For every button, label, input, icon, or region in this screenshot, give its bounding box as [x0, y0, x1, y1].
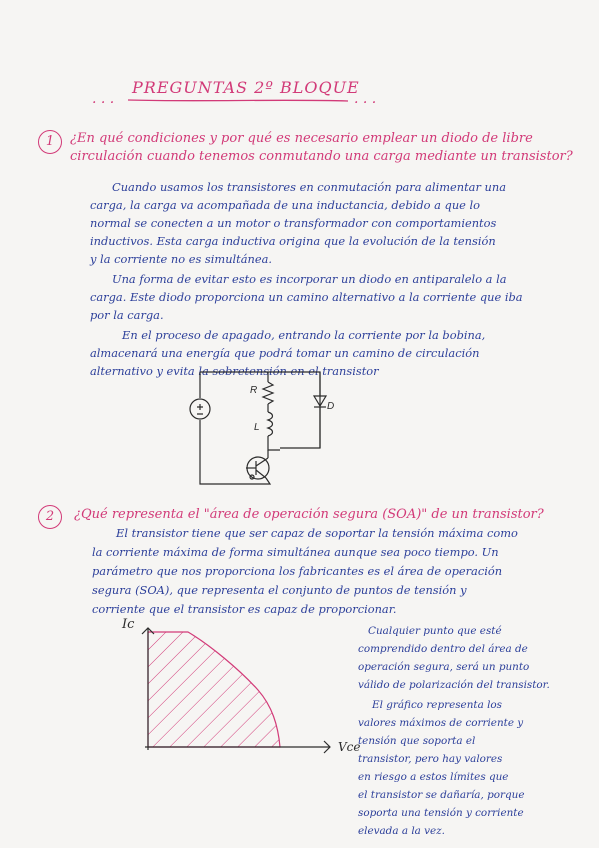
q2-question-line: ¿Qué representa el "área de operación segura (SOA)" de un transistor? [74, 507, 544, 522]
q2-side-line: en riesgo a estos límites que [358, 771, 509, 783]
q2-answer-line: segura (SOA), que representa el conjunto de puntos de tensión y [92, 583, 467, 597]
circuit-label-d: D [327, 401, 335, 412]
q2-side-line: Cualquier punto que esté [368, 625, 502, 637]
question-1-number: 1 [38, 130, 62, 154]
q2-side-line: comprendido dentro del área de [358, 643, 528, 655]
q2-side-line: valores máximos de corriente y [358, 717, 524, 729]
q2-side-line: tensión que soporta el [358, 735, 476, 747]
q2-answer-line: corriente que el transistor es capaz de proporcionar. [92, 602, 397, 616]
q2-side-line: válido de polarización del transistor. [358, 679, 550, 691]
q1-answer-line: carga. Este diodo proporciona un camino alternativo a la corriente que iba [90, 290, 523, 304]
q1-answer-line: almacenará una energía que podrá tomar un camino de circulación [90, 346, 480, 360]
q1-answer-line: carga, la carga va acompañada de una inductancia, debido a que lo [90, 198, 481, 212]
q2-answer-line: parámetro que nos proporciona los fabricantes es el área de operación [92, 564, 503, 578]
q1-answer-line: inductivos. Esta carga inductiva origina que la evolución de la tensión [90, 234, 496, 248]
q2-side-line: operación segura, será un punto [358, 661, 530, 673]
soa-region [148, 632, 280, 747]
q2-side-line: El gráfico representa los [372, 699, 502, 711]
title-dots-right: . . . [354, 91, 377, 107]
q1-answer-line: por la carga. [90, 308, 164, 322]
soa-x-label: Vce [338, 740, 361, 754]
q1-answer-line: Cuando usamos los transistores en conmutación para alimentar una [112, 180, 506, 194]
q1-question-line: circulación cuando tenemos conmutando una carga mediante un transistor? [70, 149, 573, 164]
q2-side-line: el transistor se dañaría, porque [358, 789, 525, 801]
q2-answer-line: El transistor tiene que ser capaz de soportar la tensión máxima como [116, 526, 518, 540]
q1-answer-line: y la corriente no es simultánea. [90, 252, 273, 266]
q1-answer-line: normal se conecten a un motor o transformador con comportamientos [90, 216, 497, 230]
circuit-label-l: L [254, 422, 260, 433]
title-dots-left: . . . [92, 91, 115, 107]
q1-answer-line: En el proceso de apagado, entrando la corriente por la bobina, [122, 328, 486, 342]
q1-answer-line: alternativo y evita la sobretensión en el transistor [90, 364, 379, 378]
q2-side-line: transistor, pero hay valores [358, 753, 503, 765]
q1-question-line: ¿En qué condiciones y por qué es necesario emplear un diodo de libre [70, 131, 533, 146]
page-title: PREGUNTAS 2º BLOQUE [132, 78, 360, 97]
question-2-number: 2 [38, 505, 62, 529]
q2-side-line: elevada a la vez. [358, 825, 445, 837]
q2-side-line: soporta una tensión y corriente [358, 807, 524, 819]
q1-answer-line: Una forma de evitar esto es incorporar un diodo en antiparalelo a la [112, 272, 507, 286]
circuit-label-r: R [250, 385, 258, 396]
soa-y-label: Ic [122, 617, 135, 632]
q2-answer-line: la corriente máxima de forma simultánea aunque sea poco tiempo. Un [92, 545, 499, 559]
